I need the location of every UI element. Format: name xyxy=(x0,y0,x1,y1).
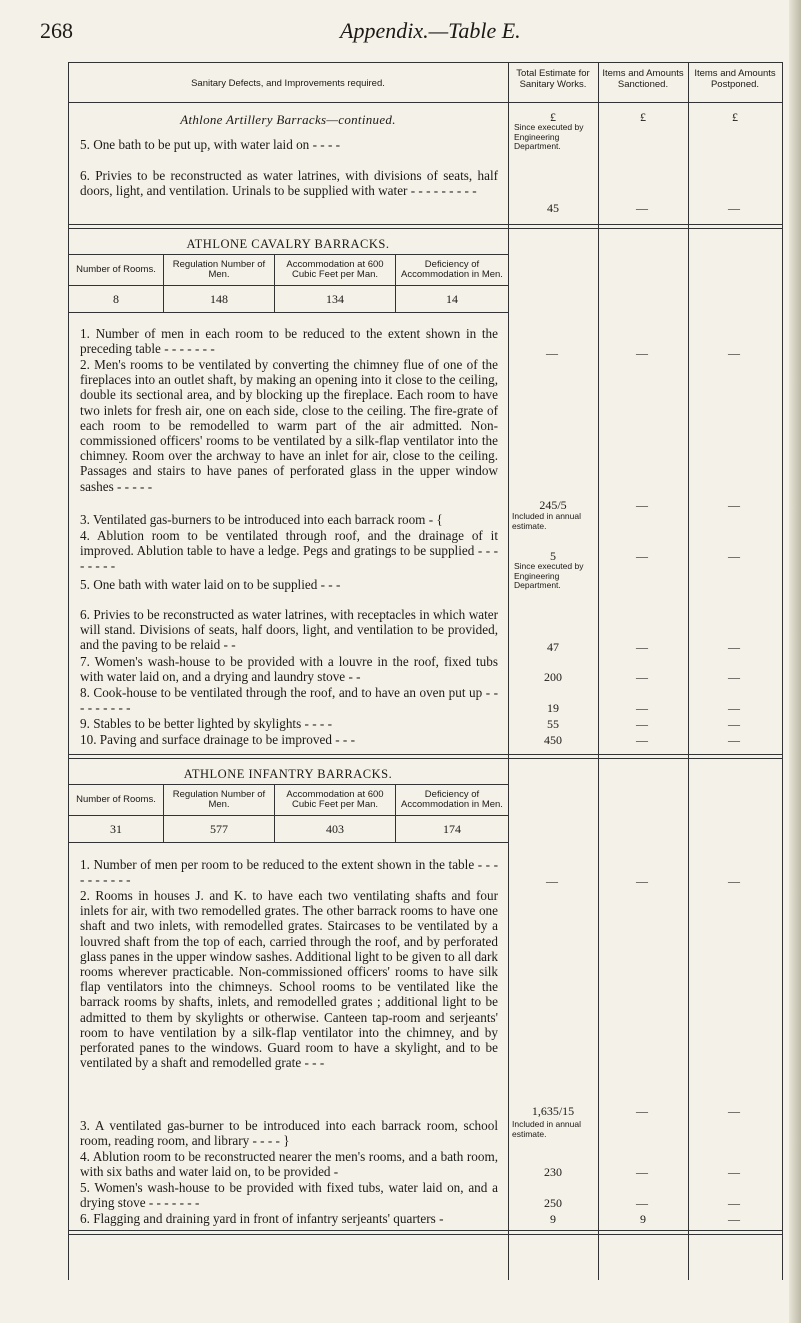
table-header-cell: Accommodation at 600 Cubic Feet per Man. xyxy=(275,785,396,816)
dash: — xyxy=(636,1104,648,1118)
cavalry-value-6: 47 xyxy=(547,640,559,654)
cavalry-value-7: 200 xyxy=(544,670,562,684)
infantry-item-5: 5. Women's wash-house to be provided with fixed tubs, water laid on, and a drying stove - - - - - - - xyxy=(80,1180,498,1211)
table-cell: 577 xyxy=(164,816,275,843)
dash: — xyxy=(636,1196,648,1210)
dash: — xyxy=(636,733,648,747)
dash: — xyxy=(546,346,558,360)
infantry-item-1: 1. Number of men per room to be reduced to the extent shown in the table - - - - - - - - - - xyxy=(80,857,498,888)
dash: — xyxy=(636,874,648,888)
cavalry-item-3: 3. Ventilated gas-burners to be introduced into each barrack room - { xyxy=(80,512,443,527)
page-title: Appendix.—Table E. xyxy=(340,18,521,43)
table-cell: 31 xyxy=(69,816,164,843)
dash: — xyxy=(728,549,740,563)
dash: — xyxy=(728,1165,740,1179)
col-header-sanctioned: Items and Amounts Sanctioned. xyxy=(602,68,684,90)
cavalry-item-6: 6. Privies to be reconstructed as water latrines, with receptacles in which water will stand. Divisions of seats, half doors, light, and ventilation to be provided, and the paving to be relaid - - xyxy=(80,607,498,653)
infantry-rooms-table xyxy=(68,784,509,843)
dash: — xyxy=(636,701,648,715)
col-header-defects: Sanitary Defects, and Improvements required. xyxy=(191,78,385,89)
rule-top xyxy=(68,62,783,63)
dash: — xyxy=(728,346,740,360)
infantry-value-6: 9 xyxy=(550,1212,556,1226)
cavalry-item-9: 9. Stables to be better lighted by skylights - - - - xyxy=(80,716,332,731)
table-e xyxy=(68,62,783,1280)
cavalry-item-1: 1. Number of men in each room to be reduced to the extent shown in the preceding table - - - - - - - xyxy=(80,326,498,357)
dash: — xyxy=(636,498,648,512)
frame-right xyxy=(782,62,783,1280)
currency-total: £ xyxy=(550,110,556,124)
page-edge xyxy=(789,0,801,1323)
dash: — xyxy=(636,201,648,215)
dash: — xyxy=(636,549,648,563)
table-header-cell: Regulation Number of Men. xyxy=(164,255,275,286)
dash: — xyxy=(636,1165,648,1179)
dash: — xyxy=(728,498,740,512)
dash: — xyxy=(728,874,740,888)
cavalry-note-3: Included in annual estimate. xyxy=(512,511,582,531)
infantry-item-6: 6. Flagging and draining yard in front of infantry serjeants' quarters - xyxy=(80,1211,444,1226)
cavalry-value-10: 450 xyxy=(544,733,562,747)
table-cell: 403 xyxy=(275,816,396,843)
dash: — xyxy=(728,1196,740,1210)
dash: — xyxy=(728,640,740,654)
dash: — xyxy=(728,1104,740,1118)
section-heading-cavalry: ATHLONE CAVALRY BARRACKS. xyxy=(186,237,390,251)
artillery-item-6: 6. Privies to be reconstructed as water latrines, with divisions of seats, half doors, light, and ventilation. Urinals to be supplied with water - - - - - - - - - xyxy=(80,168,498,199)
col-divider-2 xyxy=(598,62,599,1280)
infantry-value-2: 1,635/15 xyxy=(531,1104,575,1118)
currency-postponed: £ xyxy=(732,110,738,124)
cavalry-item-5: 5. One bath with water laid on to be supplied - - - xyxy=(80,577,341,592)
cavalry-rooms-table xyxy=(68,254,509,313)
rule-bottom xyxy=(68,1230,783,1235)
section-heading-artillery: Athlone Artillery Barracks—continued. xyxy=(180,112,396,127)
section-heading-infantry: ATHLONE INFANTRY BARRACKS. xyxy=(183,767,393,781)
page-number: 268 xyxy=(40,18,73,43)
col-header-total: Total Estimate for Sanitary Works. xyxy=(516,68,590,90)
infantry-item-3: 3. A ventilated gas-burner to be introduced into each barrack room, school room, reading room, and library - - - - } xyxy=(80,1118,498,1149)
cavalry-note-5: Since executed by Engineering Department. xyxy=(514,561,584,590)
table-cell: 174 xyxy=(396,816,509,843)
dash: — xyxy=(728,670,740,684)
table-header-cell: Number of Rooms. xyxy=(69,255,164,286)
table-cell: 148 xyxy=(164,286,275,313)
rule-section xyxy=(68,224,783,229)
cavalry-item-2: 2. Men's rooms to be ventilated by converting the chimney flue of one of the fireplaces into an outlet shaft, by making an opening into it close to the ceiling, double its sectional area, and by blocking up the fireplace. Each room to have two inlets for fresh air, one on each side, close to the ceiling. The fire-grate of each room to be remodelled to warm part of the air admitted. Non-commissioned officers' rooms to be ventilated by a silk-flap ventilator into the chimney. Room over the archway to have an inlet for air, close to the ceiling. Passages and stairs to have panes of perforated glass in the upper window sashes - - - - - xyxy=(80,357,498,494)
table-cell: 8 xyxy=(69,286,164,313)
dash: — xyxy=(636,717,648,731)
artillery-value-6: 45 xyxy=(547,201,559,215)
dash: — xyxy=(636,670,648,684)
dash: — xyxy=(546,874,558,888)
infantry-note-3: Included in annual estimate. xyxy=(512,1119,582,1139)
cavalry-value-8: 19 xyxy=(547,701,559,715)
dash: — xyxy=(636,346,648,360)
rule-section xyxy=(68,754,783,759)
dash: — xyxy=(728,1212,740,1226)
cavalry-item-4: 4. Ablution room to be ventilated through roof, and the drainage of it improved. Ablution table to have a ledge. Pegs and gratings to be supplied - - - - - - - - xyxy=(80,528,498,574)
currency-sanctioned: £ xyxy=(640,110,646,124)
artillery-item-5: 5. One bath to be put up, with water laid on - - - - xyxy=(80,137,341,152)
col-divider-3 xyxy=(688,62,689,1280)
dash: — xyxy=(728,717,740,731)
infantry-value-4: 230 xyxy=(544,1165,562,1179)
table-cell: 14 xyxy=(396,286,509,313)
dash: — xyxy=(636,640,648,654)
cavalry-item-7: 7. Women's wash-house to be provided with a louvre in the roof, fixed tubs with water laid on, and a drying and laundry stove - - xyxy=(80,654,498,685)
table-header-cell: Deficiency of Accommodation in Men. xyxy=(396,255,509,286)
cavalry-value-2: 245/5 xyxy=(539,498,567,512)
infantry-value-6-sanctioned: 9 xyxy=(640,1212,646,1226)
artillery-note-executed: Since executed by Engineering Department. xyxy=(514,122,584,151)
table-header-cell: Deficiency of Accommodation in Men. xyxy=(396,785,509,816)
dash: — xyxy=(728,733,740,747)
table-header-cell: Regulation Number of Men. xyxy=(164,785,275,816)
dash: — xyxy=(728,201,740,215)
infantry-item-2: 2. Rooms in houses J. and K. to have each two ventilating shafts and four inlets for air, with two remodelled grates. The other barrack rooms to have one shaft and two inlets, with remodelled grates. Staircases to be ventilated by a louvred shaft from the top of each, carried through the roof, and by perforated glass panes in the upper window sashes. Additional light to be given to all dark rooms wherever practicable. Non-commissioned officers' rooms to have silk flap ventilators into the chimneys. School rooms to be ventilated like the barrack rooms by shafts, inlets, and remodelled grates ; additional light to be admitted to them by skylights or otherwise. Canteen tap-room and serjeants' room to have ventilation by a silk-flap ventilator into the chimney, and by perforated panes to the windows. Guard room to have a skylight, and to be ventilated by a shaft and remodelled grate - - - xyxy=(80,888,498,1071)
table-header-cell: Number of Rooms. xyxy=(69,785,164,816)
cavalry-value-4: 5 xyxy=(550,549,556,563)
table-header-cell: Accommodation at 600 Cubic Feet per Man. xyxy=(275,255,396,286)
cavalry-value-9: 55 xyxy=(547,717,559,731)
cavalry-item-8: 8. Cook-house to be ventilated through the roof, and to have an oven put up - - - - - - - - - xyxy=(80,685,498,716)
table-cell: 134 xyxy=(275,286,396,313)
infantry-value-5: 250 xyxy=(544,1196,562,1210)
dash: — xyxy=(728,701,740,715)
col-header-postponed: Items and Amounts Postponed. xyxy=(694,68,776,90)
infantry-item-4: 4. Ablution room to be reconstructed nearer the men's rooms, and a bath room, with six baths and water laid on, to be provided - xyxy=(80,1149,498,1180)
cavalry-item-10: 10. Paving and surface drainage to be improved - - - xyxy=(80,732,356,747)
rule-header xyxy=(68,102,783,103)
